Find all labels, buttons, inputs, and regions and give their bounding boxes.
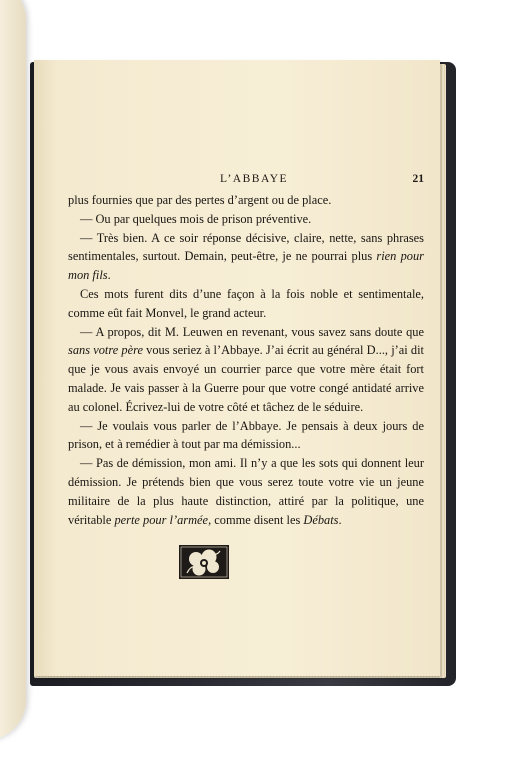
italic-text: perte pour l’armée (114, 512, 209, 527)
text-run: , comme disent les (208, 512, 304, 527)
text-run: . (338, 512, 342, 527)
text-run: . (107, 268, 111, 283)
italic-text: sans votre père (68, 343, 143, 358)
italic-text: rien pour mon fils (68, 249, 425, 283)
text-run: — A propos, dit M. Leuwen en revenant, vous savez sans doute que (80, 324, 424, 339)
text-run: — Pas de démission, mon ami. Il n’y a que les sots qui donnent leur démission. Je prétends bien que vous serez toute votre vie un jeune militaire de la plus haute distinction, attiré par la politique, une véritable (68, 456, 424, 527)
page-body-text (68, 191, 424, 529)
text-run: — Très bien. A ce soir réponse décisive, claire, nette, sans phrases sentimentales, surtout. Demain, peut-être, je ne pourrai plus (68, 230, 424, 264)
floral-woodcut-icon (179, 545, 229, 579)
text-run: vous seriez à l’Abbaye. J’ai écrit au général D..., j’ai dit que je vous avais envoyé un courrier parce que votre mère était fort malade. Je vais passer à la Guerre pour que votre congé antidaté arrive au colonel. Écrivez-lui de votre côté et tâchez de le séduire. (68, 343, 424, 414)
text-paragraph (68, 210, 424, 229)
text-run: plus fournies que par des pertes d’argent ou de place. (68, 193, 332, 207)
book-page (34, 60, 440, 676)
text-paragraph (68, 191, 424, 210)
text-run: — Ou par quelques mois de prison préventive. (80, 211, 312, 226)
text-run: Ces mots furent dits d’une façon à la fois noble et sentimentale, comme eût fait Monvel, le grand acteur. (68, 286, 424, 320)
text-paragraph (68, 417, 424, 455)
page-number: 21 (412, 173, 424, 185)
italic-text: Débats (303, 512, 339, 527)
facing-page-edge (0, 0, 26, 740)
text-paragraph (68, 454, 424, 529)
text-paragraph (68, 323, 424, 417)
text-paragraph (68, 229, 424, 285)
floral-woodcut-svg (179, 545, 229, 579)
running-head-title: L’ABBAYE (220, 173, 289, 185)
text-paragraph (68, 285, 424, 323)
text-run: — Je voulais vous parler de l’Abbaye. Je pensais à deux jours de prison, et à remédier à tout par ma démission... (68, 418, 424, 452)
